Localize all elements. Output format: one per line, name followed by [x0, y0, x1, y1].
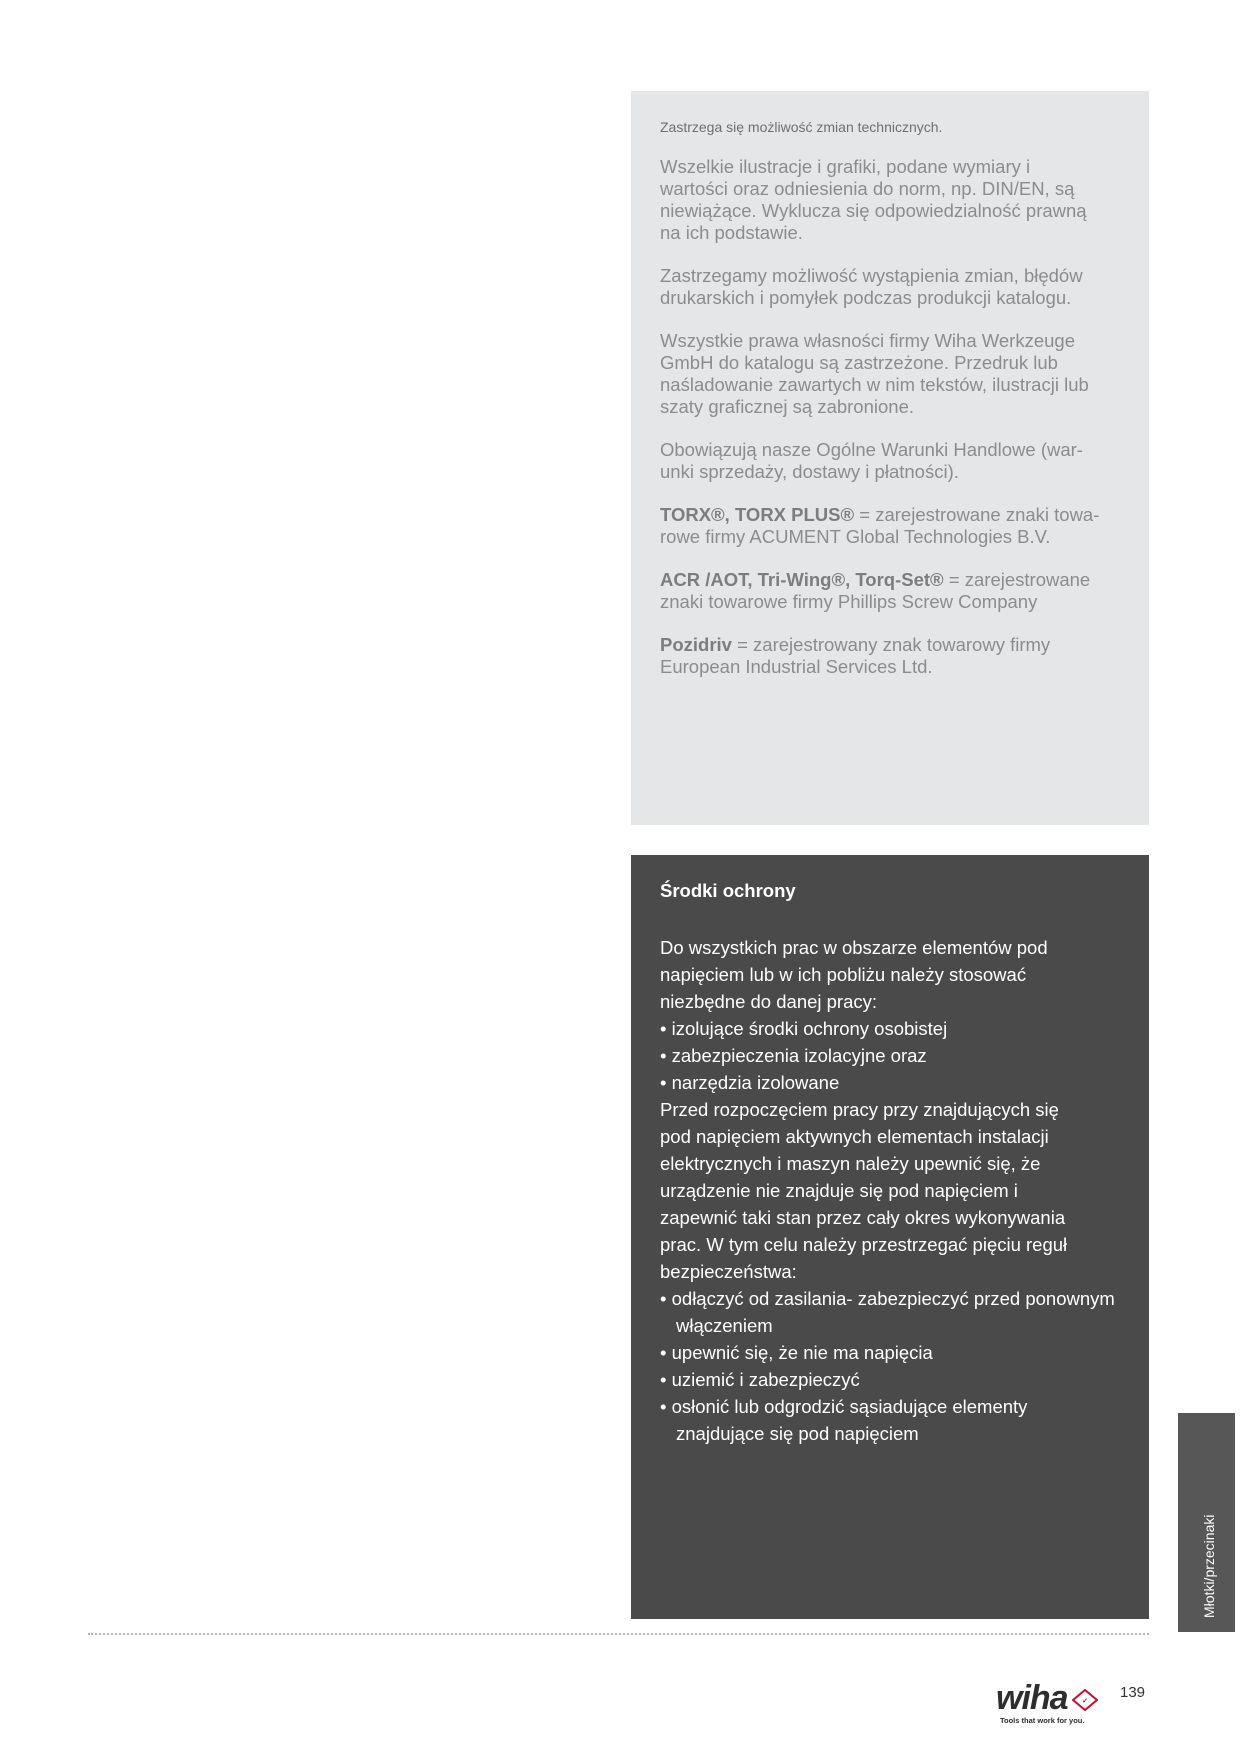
text-line: unki sprzedaży, dostawy i płatności).: [660, 461, 959, 482]
text-line: GmbH do katalogu są zastrzeżone. Przedruk lub: [660, 352, 1058, 373]
safety-measures-box: [631, 855, 1149, 1619]
text-line: Wszelkie ilustracje i grafiki, podane wymiary i: [660, 156, 1031, 177]
list-item: • zabezpieczenia izolacyjne oraz: [660, 1045, 927, 1066]
trademark-text: znaki towarowe firmy Phillips Screw Company: [660, 591, 1038, 612]
text-line: elektrycznych i maszyn należy upewnić się, że: [660, 1153, 1041, 1174]
footer-divider: [88, 1633, 1149, 1635]
svg-text:✓: ✓: [1082, 1698, 1088, 1705]
text-line: urządzenie nie znajduje się pod napięciem i: [660, 1180, 1018, 1201]
trademark-text: = zarejestrowane: [943, 569, 1091, 590]
technical-changes-note: Zastrzega się możliwość zmian technicznych.: [660, 119, 943, 135]
list-item: • osłonić lub odgrodzić sąsiadujące elementy znajdujące się pod napięciem: [660, 1396, 1028, 1444]
trademark-text: = zarejestrowany znak towarowy firmy: [731, 634, 1051, 655]
trademark-name: TORX®, TORX PLUS®: [660, 504, 855, 525]
list-item: • odłączyć od zasilania- zabezpieczyć przed ponownym włączeniem: [660, 1288, 1115, 1336]
text-line: Wszystkie prawa własności firmy Wiha Werkzeuge: [660, 330, 1075, 351]
text-line: bezpieczeństwa:: [660, 1261, 797, 1282]
safety-title: Środki ochrony: [660, 880, 796, 901]
trademark-name: Pozidriv: [660, 634, 732, 655]
trademark-text: European Industrial Services Ltd.: [660, 656, 933, 677]
list-item: • uziemić i zabezpieczyć: [660, 1369, 860, 1390]
pozidriv-trademark: [660, 634, 1121, 678]
text-line: na ich podstawie.: [660, 222, 803, 243]
text-line: niezbędne do danej pracy:: [660, 991, 878, 1012]
text-line: Zastrzegamy możliwość wystąpienia zmian, błędów: [660, 265, 1083, 286]
logo-badge-icon: [1072, 1689, 1098, 1711]
text-line: drukarskich i pomyłek podczas produkcji katalogu.: [660, 287, 1072, 308]
copyright-notice: [660, 330, 1121, 418]
text-line: szaty graficznej są zabronione.: [660, 396, 914, 417]
list-item: • upewnić się, że nie ma napięcia: [660, 1342, 933, 1363]
chapter-tab[interactable]: [1178, 1413, 1235, 1632]
logo-wordmark: wiha: [996, 1679, 1068, 1717]
legal-notice-box: [631, 91, 1149, 825]
list-item: • narzędzia izolowane: [660, 1072, 840, 1093]
text-line: pod napięciem aktywnych elementach instalacji: [660, 1126, 1049, 1147]
text-line: naśladowanie zawartych w nim tekstów, ilustracji lub: [660, 374, 1089, 395]
text-line: prac. W tym celu należy przestrzegać pięciu reguł: [660, 1234, 1068, 1255]
trademark-name: ACR /AOT, Tri-Wing®, Torq-Set®: [660, 569, 944, 590]
terms-notice: [660, 439, 1121, 483]
printing-errors-disclaimer: [660, 265, 1121, 309]
logo-tagline: Tools that work for you.: [1000, 1716, 1085, 1725]
chapter-tab-label: Młotki/przecinaki: [1200, 1514, 1217, 1618]
safety-body: [660, 934, 1121, 1447]
acr-trademark: [660, 569, 1121, 613]
page-number: 139: [1120, 1684, 1146, 1701]
torx-trademark: [660, 504, 1121, 548]
text-line: niewiążące. Wyklucza się odpowiedzialność prawną: [660, 200, 1087, 221]
text-line: Obowiązują nasze Ogólne Warunki Handlowe (war-: [660, 439, 1083, 460]
text-line: napięciem lub w ich pobliżu należy stosować: [660, 964, 1027, 985]
text-line: wartości oraz odniesienia do norm, np. DIN/EN, są: [660, 178, 1075, 199]
text-line: Przed rozpoczęciem pracy przy znajdujących się: [660, 1099, 1059, 1120]
trademark-text: = zarejestrowane znaki towa-: [854, 504, 1100, 525]
list-item: • izolujące środki ochrony osobistej: [660, 1018, 948, 1039]
wiha-logo: [996, 1680, 1096, 1726]
text-line: Do wszystkich prac w obszarze elementów pod: [660, 937, 1048, 958]
text-line: zapewnić taki stan przez cały okres wykonywania: [660, 1207, 1066, 1228]
trademark-text: rowe firmy ACUMENT Global Technologies B.V.: [660, 526, 1051, 547]
illustrations-disclaimer: [660, 156, 1121, 244]
